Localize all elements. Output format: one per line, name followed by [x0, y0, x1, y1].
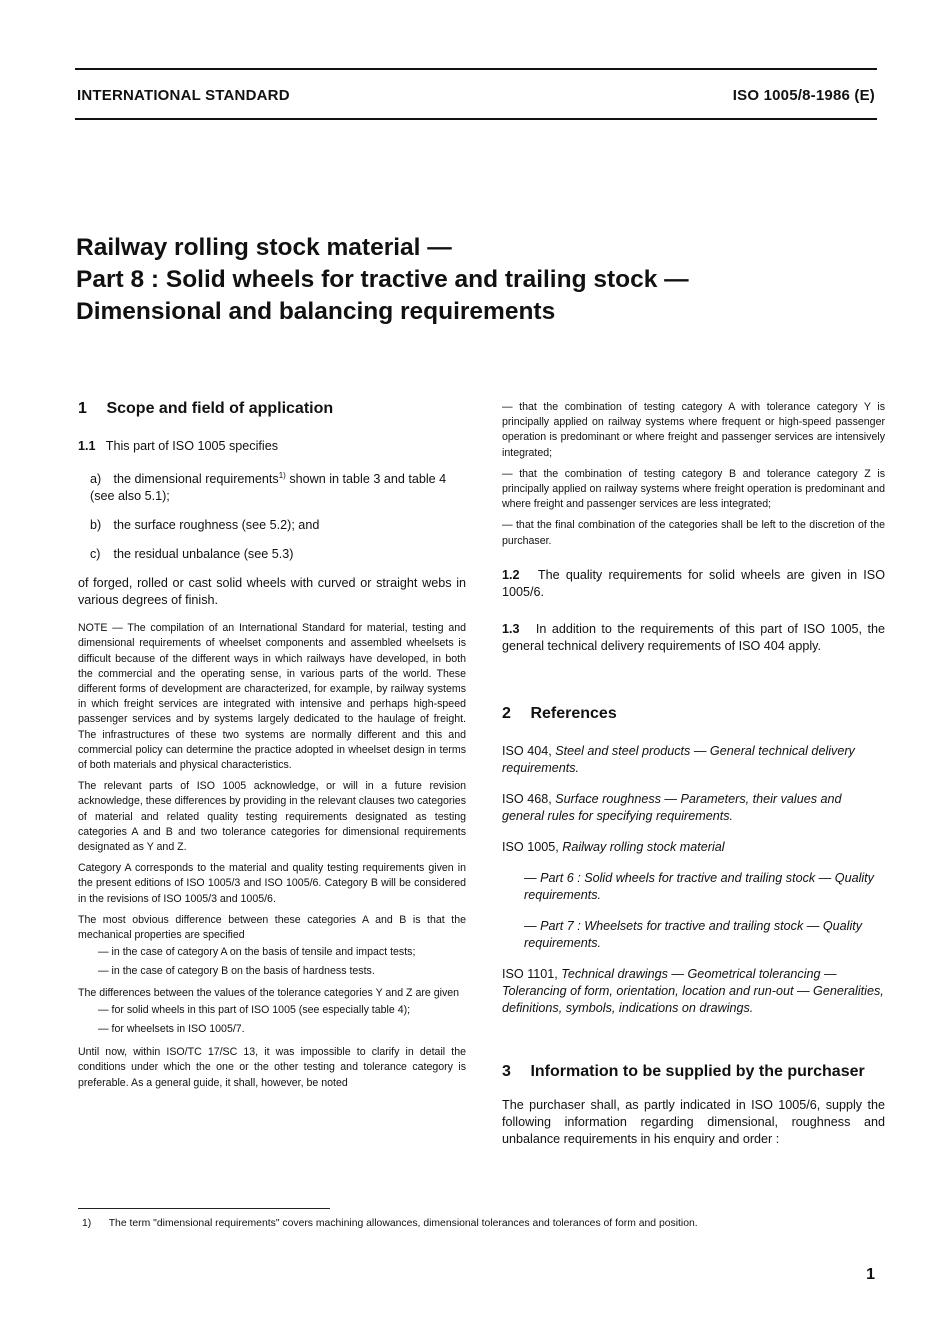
section-title: Information to be supplied by the purchaser	[530, 1062, 865, 1080]
title-line-3: Dimensional and balancing requirements	[76, 298, 556, 325]
note-dash-item: — in the case of category A on the basis of tensile and impact tests;	[98, 946, 416, 959]
reference-id: ISO 468,	[502, 791, 552, 806]
document-reference: ISO 1005/8-1986 (E)	[732, 87, 875, 104]
item-text: the residual unbalance (see 5.3)	[113, 547, 294, 562]
note-dash-item: — that the final combination of the categories shall be left to the discretion of the purchaser.	[502, 519, 885, 547]
clause-1-3	[502, 621, 885, 655]
clause-1-1	[78, 438, 466, 455]
clause-number: 1.1	[78, 439, 96, 453]
section-3-heading	[502, 1063, 885, 1081]
note-paragraph-5: The differences between the values of the tolerance categories Y and Z are given	[78, 986, 460, 999]
list-item-c	[90, 546, 466, 563]
section-number: 1	[78, 400, 87, 417]
clause-text: In addition to the requirements of this part of ISO 1005, the general technical delivery requirements of ISO 404 apply.	[502, 621, 885, 653]
note-paragraph-1: NOTE — The compilation of an International Standard for material, testing and dimensional requirements of wheelset components and assembled wheelsets is difficult because of the different ways in which railways have developed, in both the commercial and the operating sense, in various parts of the world. These different forms of development are characterized, for example, by railway systems in which freight services are integrated with intensive and perhaps high-speed passenger services and by systems largely dedicated to the haulage of freight. The infrastructures of these two systems are normally different and this and commercial policy can determine the practice adopted in wheelset design in terms of both materials and physical characteristics.	[78, 622, 466, 772]
note-dash-item: — that the combination of testing category A with tolerance category Y is principally applied on railway systems where frequent or high-speed passenger operation is predominant or where freight and passenger services are intensively integrated;	[502, 401, 885, 459]
reference-iso-1005-part-6: — Part 6 : Solid wheels for tractive and trailing stock — Quality requirements.	[524, 870, 874, 902]
note-dash-item: — for wheelsets in ISO 1005/7.	[98, 1023, 245, 1036]
reference-id: ISO 404,	[502, 743, 552, 758]
scope-paragraph: of forged, rolled or cast solid wheels with curved or straight webs in various degrees of finish.	[78, 576, 466, 608]
note-paragraph-2: The relevant parts of ISO 1005 acknowledge, or will in a future revision acknowledge, these differences by providing in the relevant clauses two categories of material and related quality testing requirements designated as testing categories A and B and two tolerance categories for dimensional requirements designated as Y and Z.	[78, 780, 466, 854]
note-dash-item: — that the combination of testing category B and tolerance category Z is principally applied on railway systems where freight operation is predominant and where freight and passenger services are less integrated;	[502, 467, 885, 511]
reference-id: ISO 1005,	[502, 839, 559, 854]
reference-iso-1101	[502, 966, 885, 1017]
document-type: INTERNATIONAL STANDARD	[77, 87, 290, 104]
reference-title: Technical drawings — Geometrical tolerancing — Tolerancing of form, orientation, location and run-out — Generalities, definitions, symbols, indications on drawings.	[502, 966, 884, 1015]
item-text-rest: shown in table 3 and table 4 (see also 5.1);	[90, 472, 447, 504]
note-dash-item: — in the case of category B on the basis of hardness tests.	[98, 965, 375, 978]
note-paragraph-3: Category A corresponds to the material and quality testing requirements given in the present editions of ISO 1005/3 and ISO 1005/6. Category B will be considered in the revisions of ISO 1005/3 and 1005/6.	[78, 862, 466, 905]
header-rule	[75, 118, 877, 120]
reference-title: Surface roughness — Parameters, their values and general rules for specifying requirements.	[502, 791, 842, 823]
reference-title: Railway rolling stock material	[562, 839, 725, 854]
reference-title: Steel and steel products — General technical delivery requirements.	[502, 743, 855, 775]
reference-iso-468	[502, 791, 885, 825]
left-column	[78, 400, 466, 1097]
section-number: 3	[502, 1062, 511, 1080]
reference-iso-1005	[502, 839, 885, 856]
reference-id: ISO 1101,	[502, 966, 558, 981]
section-number: 2	[502, 704, 511, 722]
document-title	[76, 232, 876, 328]
section-title: Scope and field of application	[106, 400, 334, 417]
reference-iso-404	[502, 743, 885, 777]
clause-1-2	[502, 567, 885, 601]
note-dash-item: — for solid wheels in this part of ISO 1005 (see especially table 4);	[98, 1003, 411, 1016]
footnote	[82, 1218, 698, 1229]
footnote-number: 1)	[82, 1218, 92, 1229]
clause-text: This part of ISO 1005 specifies	[105, 439, 278, 453]
section-1-heading	[78, 400, 466, 418]
clause-number: 1.2	[502, 567, 520, 582]
item-label: c)	[90, 547, 101, 562]
top-rule	[75, 68, 877, 70]
list-item-a	[90, 467, 466, 505]
item-text: the surface roughness (see 5.2); and	[113, 518, 320, 533]
section-title: References	[530, 704, 617, 722]
reference-iso-1005-part-7: — Part 7 : Wheelsets for tractive and trailing stock — Quality requirements.	[524, 918, 863, 950]
section-2-heading	[502, 705, 885, 723]
item-label: b)	[90, 518, 102, 533]
page-number: 1	[866, 1266, 875, 1283]
footnote-text: The term "dimensional requirements" covers machining allowances, dimensional tolerances and tolerances of form and position.	[108, 1218, 698, 1229]
right-column	[502, 400, 885, 1160]
item-label: a)	[90, 472, 102, 487]
item-text: the dimensional requirements	[113, 472, 279, 487]
title-line-1: Railway rolling stock material —	[76, 234, 452, 261]
footnote-rule	[78, 1208, 330, 1209]
list-item-b	[90, 517, 466, 534]
clause-text: The quality requirements for solid wheels are given in ISO 1005/6.	[502, 567, 885, 599]
note-paragraph-4: The most obvious difference between these categories A and B is that the mechanical properties are specified	[78, 913, 466, 942]
clause-number: 1.3	[502, 621, 520, 636]
note-paragraph-6: Until now, within ISO/TC 17/SC 13, it was impossible to clarify in detail the conditions under which the one or the other testing and tolerance category is preferable. As a general guide, it shall, however, be noted	[78, 1046, 466, 1089]
title-line-2: Part 8 : Solid wheels for tractive and trailing stock —	[76, 266, 689, 293]
footnote-ref: 1)	[278, 471, 286, 480]
section-3-paragraph: The purchaser shall, as partly indicated in ISO 1005/6, supply the following information regarding dimensional, roughness and unbalance requirements in his enquiry and order :	[502, 1097, 885, 1146]
